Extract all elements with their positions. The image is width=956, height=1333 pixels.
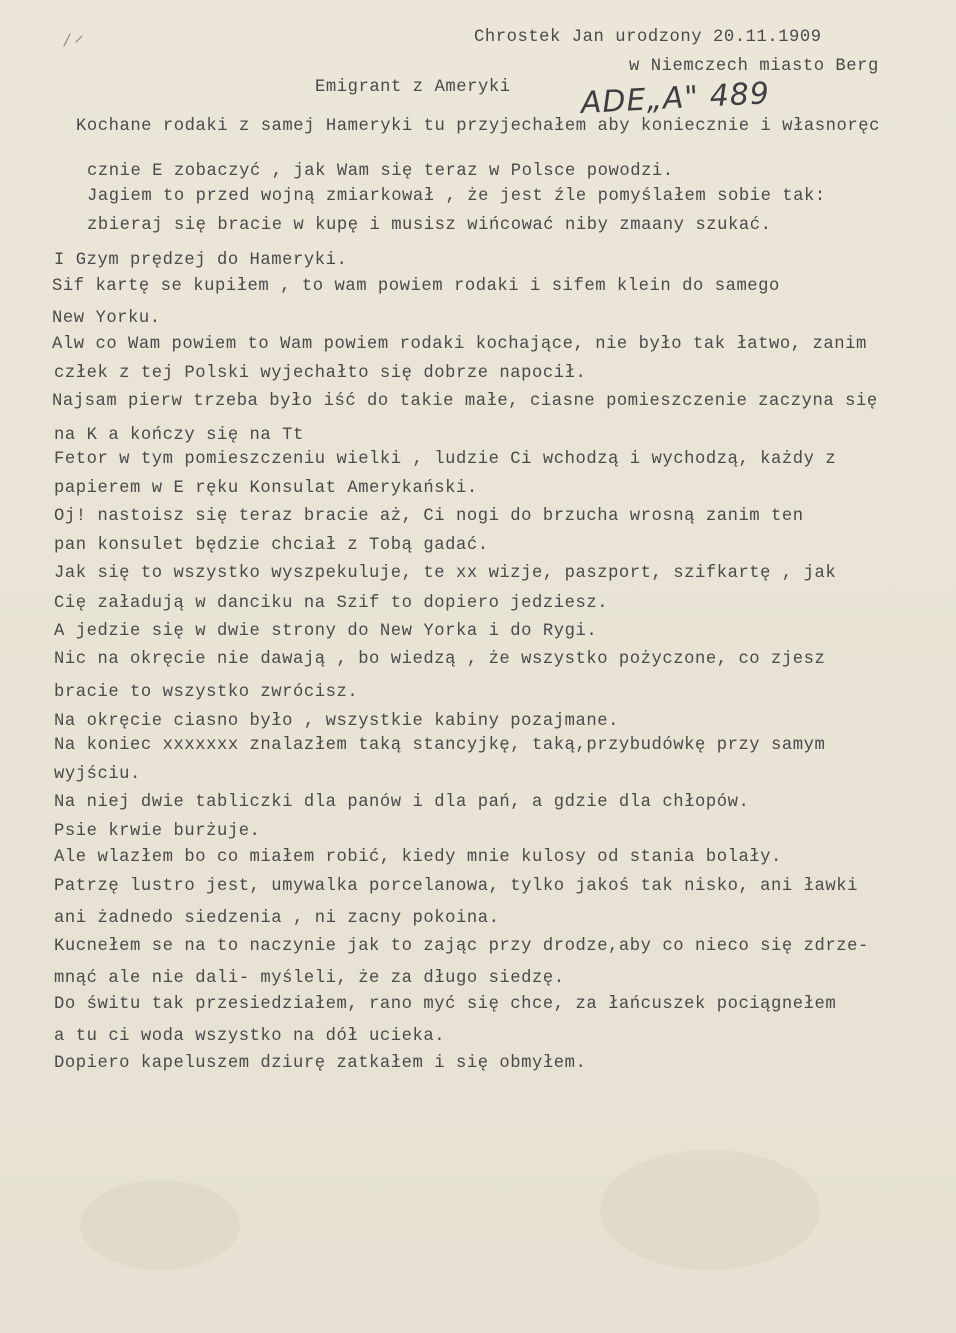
text-line: bracie to wszystko zwrócisz.	[54, 683, 359, 702]
text-line: Alw co Wam powiem to Wam powiem rodaki kochające, nie było tak łatwo, zanim	[52, 335, 867, 354]
text-line: A jedzie się w dwie strony do New Yorka i do Rygi.	[54, 622, 598, 641]
document-title: Emigrant z Ameryki	[315, 78, 511, 97]
text-line: ani żadnedo siedzenia , ni zacny pokoina.	[54, 909, 500, 928]
text-line: Dopiero kapeluszem dziurę zatkałem i się obmyłem.	[54, 1054, 587, 1073]
text-line: cznie E zobaczyć , jak Wam się teraz w Polsce powodzi.	[87, 162, 674, 181]
text-line: Najsam pierw trzeba było iść do takie małe, ciasne pomieszczenie zaczyna się	[52, 392, 878, 411]
text-line: Sif kartę se kupiłem , to wam powiem rodaki i sifem klein do samego	[52, 277, 780, 296]
paper-stain	[80, 1180, 240, 1270]
text-line: New Yorku.	[52, 309, 161, 328]
pencil-mark-icon	[62, 30, 92, 50]
birthplace-line: w Niemczech miasto Berg	[629, 57, 879, 76]
text-line: Patrzę lustro jest, umywalka porcelanowa, tylko jakoś tak nisko, ani ławki	[54, 877, 858, 896]
text-line: I Gzym prędzej do Hameryki.	[54, 251, 348, 270]
text-line: Kochane rodaki z samej Hameryki tu przyjechałem aby koniecznie i własnoręc	[76, 117, 880, 136]
text-line: Na koniec xxxxxxx znalazłem taką stancyjkę, taką,przybudówkę przy samym	[54, 736, 826, 755]
text-line: Jagiem to przed wojną zmiarkował , że jest źle pomyślałem sobie tak:	[87, 187, 826, 206]
text-line: pan konsulet będzie chciał z Tobą gadać.	[54, 536, 489, 555]
text-line: Cię załadują w danciku na Szif to dopiero jedziesz.	[54, 594, 609, 613]
author-line: Chrostek Jan urodzony 20.11.1909	[474, 28, 822, 47]
text-line: Na niej dwie tabliczki dla panów i dla pań, a gdzie dla chłopów.	[54, 793, 750, 812]
text-line: Na okręcie ciasno było , wszystkie kabiny pozajmane.	[54, 712, 619, 731]
text-line: Jak się to wszystko wyszpekuluje, te xx wizje, paszport, szifkartę , jak	[54, 564, 837, 583]
text-line: Ale wlazłem bo co miałem robić, kiedy mnie kulosy od stania bolały.	[54, 848, 782, 867]
text-line: Do świtu tak przesiedziałem, rano myć się chce, za łańcuszek pociągnełem	[54, 995, 837, 1014]
text-line: Kucnełem se na to naczynie jak to zając przy drodze,aby co nieco się zdrze-	[54, 937, 869, 956]
text-line: człek z tej Polski wyjechałto się dobrze napocił.	[54, 364, 587, 383]
text-line: mnąć ale nie dali- myśleli, że za długo siedzę.	[54, 969, 565, 988]
text-line: Fetor w tym pomieszczeniu wielki , ludzie Ci wchodzą i wychodzą, każdy z	[54, 450, 837, 469]
text-line: Oj! nastoisz się teraz bracie aż, Ci nogi do brzucha wrosną zanim ten	[54, 507, 804, 526]
text-line: papierem w E ręku Konsulat Amerykański.	[54, 479, 478, 498]
text-line: Psie krwie burżuje.	[54, 822, 261, 841]
text-line: a tu ci woda wszystko na dół ucieka.	[54, 1027, 446, 1046]
paper-stain	[600, 1150, 820, 1270]
archive-signature: ADE„A" 489	[580, 76, 771, 121]
text-line: zbieraj się bracie w kupę i musisz wińcować niby zmaany szukać.	[87, 216, 772, 235]
text-line: wyjściu.	[54, 765, 141, 784]
text-line: Nic na okręcie nie dawają , bo wiedzą , że wszystko pożyczone, co zjesz	[54, 650, 826, 669]
text-line: na K a kończy się na Tt	[54, 426, 304, 445]
